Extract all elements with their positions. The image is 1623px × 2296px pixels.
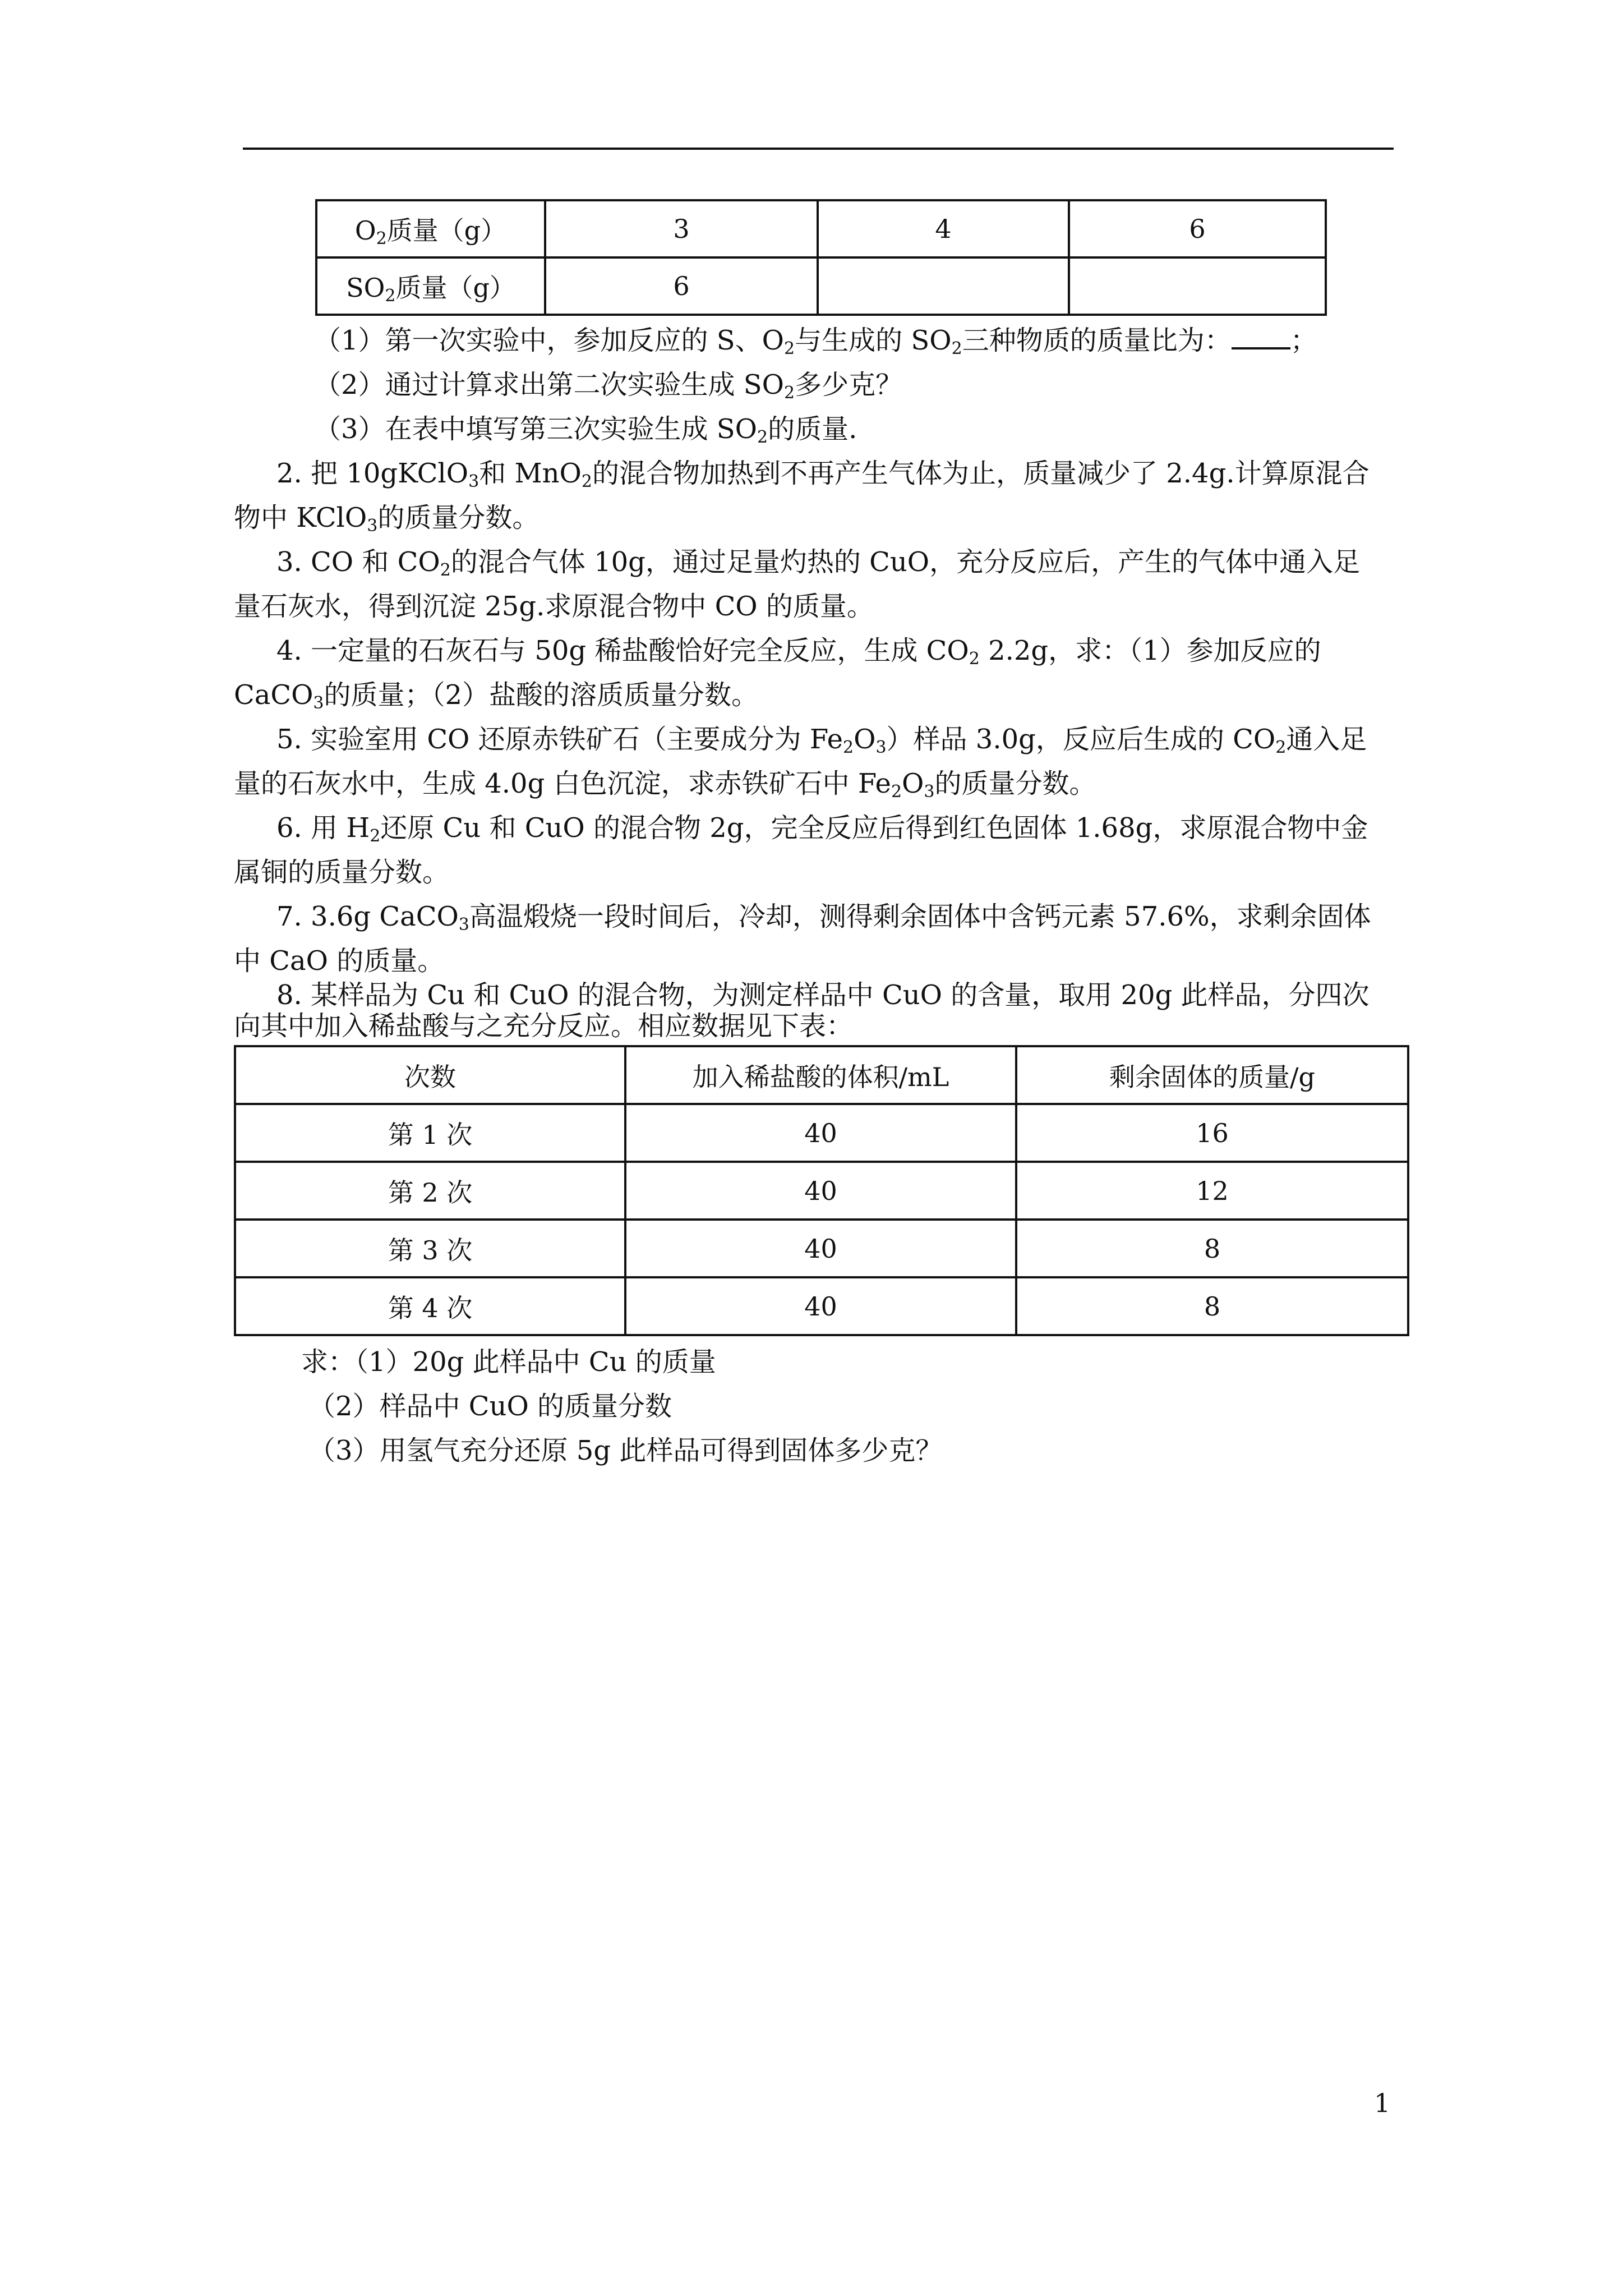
- table-row: [235, 1277, 1408, 1335]
- question-2-line-2: 物中 KClO$_3$的质量分数。: [234, 502, 540, 536]
- header-rule: [243, 148, 1394, 150]
- question-5-line-1: 5. 实验室用 CO 还原赤铁矿石（主要成分为 $Fe_2O_3$）样品 3.0g，反应后生成的 $CO_2$通入足: [276, 724, 1367, 757]
- question-3-line-2: 量石灰水，得到沉淀 25g.求原混合物中 CO 的质量。: [234, 591, 874, 622]
- question-8-line-2: 向其中加入稀盐酸与之充分反应。相应数据见下表：: [234, 1010, 854, 1042]
- table-cell: 40: [625, 1104, 1016, 1162]
- question-7-line-2: 中 CaO 的质量。: [234, 945, 445, 977]
- question-1-part-1: （1）第一次实验中，参加反应的 S、$O_2$与生成的 $SO_2$三种物质的质量比为： ；: [314, 325, 1317, 358]
- row-label: $SO_2$质量（g）: [316, 257, 545, 315]
- column-header: 剩余固体的质量/g: [1016, 1046, 1408, 1104]
- question-4-line-1: 4. 一定量的石灰石与 50g 稀盐酸恰好完全反应，生成 $CO_2$ 2.2g，求：（1）参加反应的: [276, 635, 1321, 669]
- question-4-line-2: CaCO$_3$的质量；（2）盐酸的溶质质量分数。: [234, 679, 759, 713]
- table-cell: 40: [625, 1277, 1016, 1335]
- table-cell: 4: [818, 200, 1069, 257]
- table-row: [316, 257, 1326, 315]
- question-8-part-1: 求：（1）20g 此样品中 Cu 的质量: [301, 1346, 716, 1378]
- table-cell: 第 3 次: [235, 1220, 625, 1277]
- question-6-line-1: 6. 用 $H_2$还原 Cu 和 CuO 的混合物 2g，完全反应后得到红色固体 1.68g，求原混合物中金: [276, 812, 1368, 846]
- table-cell: [818, 257, 1069, 315]
- table-cell: 16: [1016, 1104, 1408, 1162]
- question-8-part-2: （2）样品中 CuO 的质量分数: [308, 1391, 672, 1422]
- table-cell: [1069, 257, 1326, 315]
- table-cell: 6: [1069, 200, 1326, 257]
- table-cell: 6: [545, 257, 818, 315]
- experiment-table: [315, 199, 1327, 316]
- table-row: [235, 1104, 1408, 1162]
- table-cell: 第 2 次: [235, 1162, 625, 1220]
- question-5-line-2: 量的石灰水中，生成 4.0g 白色沉淀，求赤铁矿石中 $Fe_2O_3$的质量分数。: [234, 768, 1096, 802]
- column-header: 加入稀盐酸的体积/mL: [625, 1046, 1016, 1104]
- question-1-part-3: （3）在表中填写第三次实验生成 $SO_2$的质量.: [314, 413, 857, 447]
- table-cell: 第 4 次: [235, 1277, 625, 1335]
- row-label: $O_2$质量（g）: [316, 200, 545, 257]
- table-header-row: [235, 1046, 1408, 1104]
- question-8-line-1: 8. 某样品为 Cu 和 CuO 的混合物，为测定样品中 CuO 的含量，取用 20g 此样品，分四次: [276, 979, 1370, 1011]
- answer-blank: [1232, 325, 1290, 349]
- data-table: [234, 1045, 1409, 1336]
- table-cell: 40: [625, 1162, 1016, 1220]
- page-number: 1: [1374, 2088, 1391, 2118]
- column-header: 次数: [235, 1046, 625, 1104]
- table-cell: 12: [1016, 1162, 1408, 1220]
- question-8-part-3: （3）用氢气充分还原 5g 此样品可得到固体多少克？: [308, 1435, 943, 1466]
- table-cell: 3: [545, 200, 818, 257]
- table-cell: 8: [1016, 1220, 1408, 1277]
- table-cell: 40: [625, 1220, 1016, 1277]
- question-1-part-2: （2）通过计算求出第二次实验生成 $SO_2$多少克？: [314, 369, 903, 403]
- question-3-line-1: 3. CO 和 $CO_2$的混合气体 10g，通过足量灼热的 CuO，充分反应后，产生的气体中通入足: [276, 546, 1361, 580]
- table-row: [316, 200, 1326, 257]
- question-2-line-1: 2. 把 10gKClO$_3$和 MnO$_2$的混合物加热到不再产生气体为止，质量减少了 2.4g.计算原混合: [276, 458, 1370, 491]
- table-cell: 8: [1016, 1277, 1408, 1335]
- question-7-line-1: 7. 3.6g CaCO$_3$高温煅烧一段时间后，冷却，测得剩余固体中含钙元素 57.6%，求剩余固体: [276, 901, 1371, 935]
- question-6-line-2: 属铜的质量分数。: [234, 857, 450, 888]
- table-row: [235, 1220, 1408, 1277]
- table-row: [235, 1162, 1408, 1220]
- table-cell: 第 1 次: [235, 1104, 625, 1162]
